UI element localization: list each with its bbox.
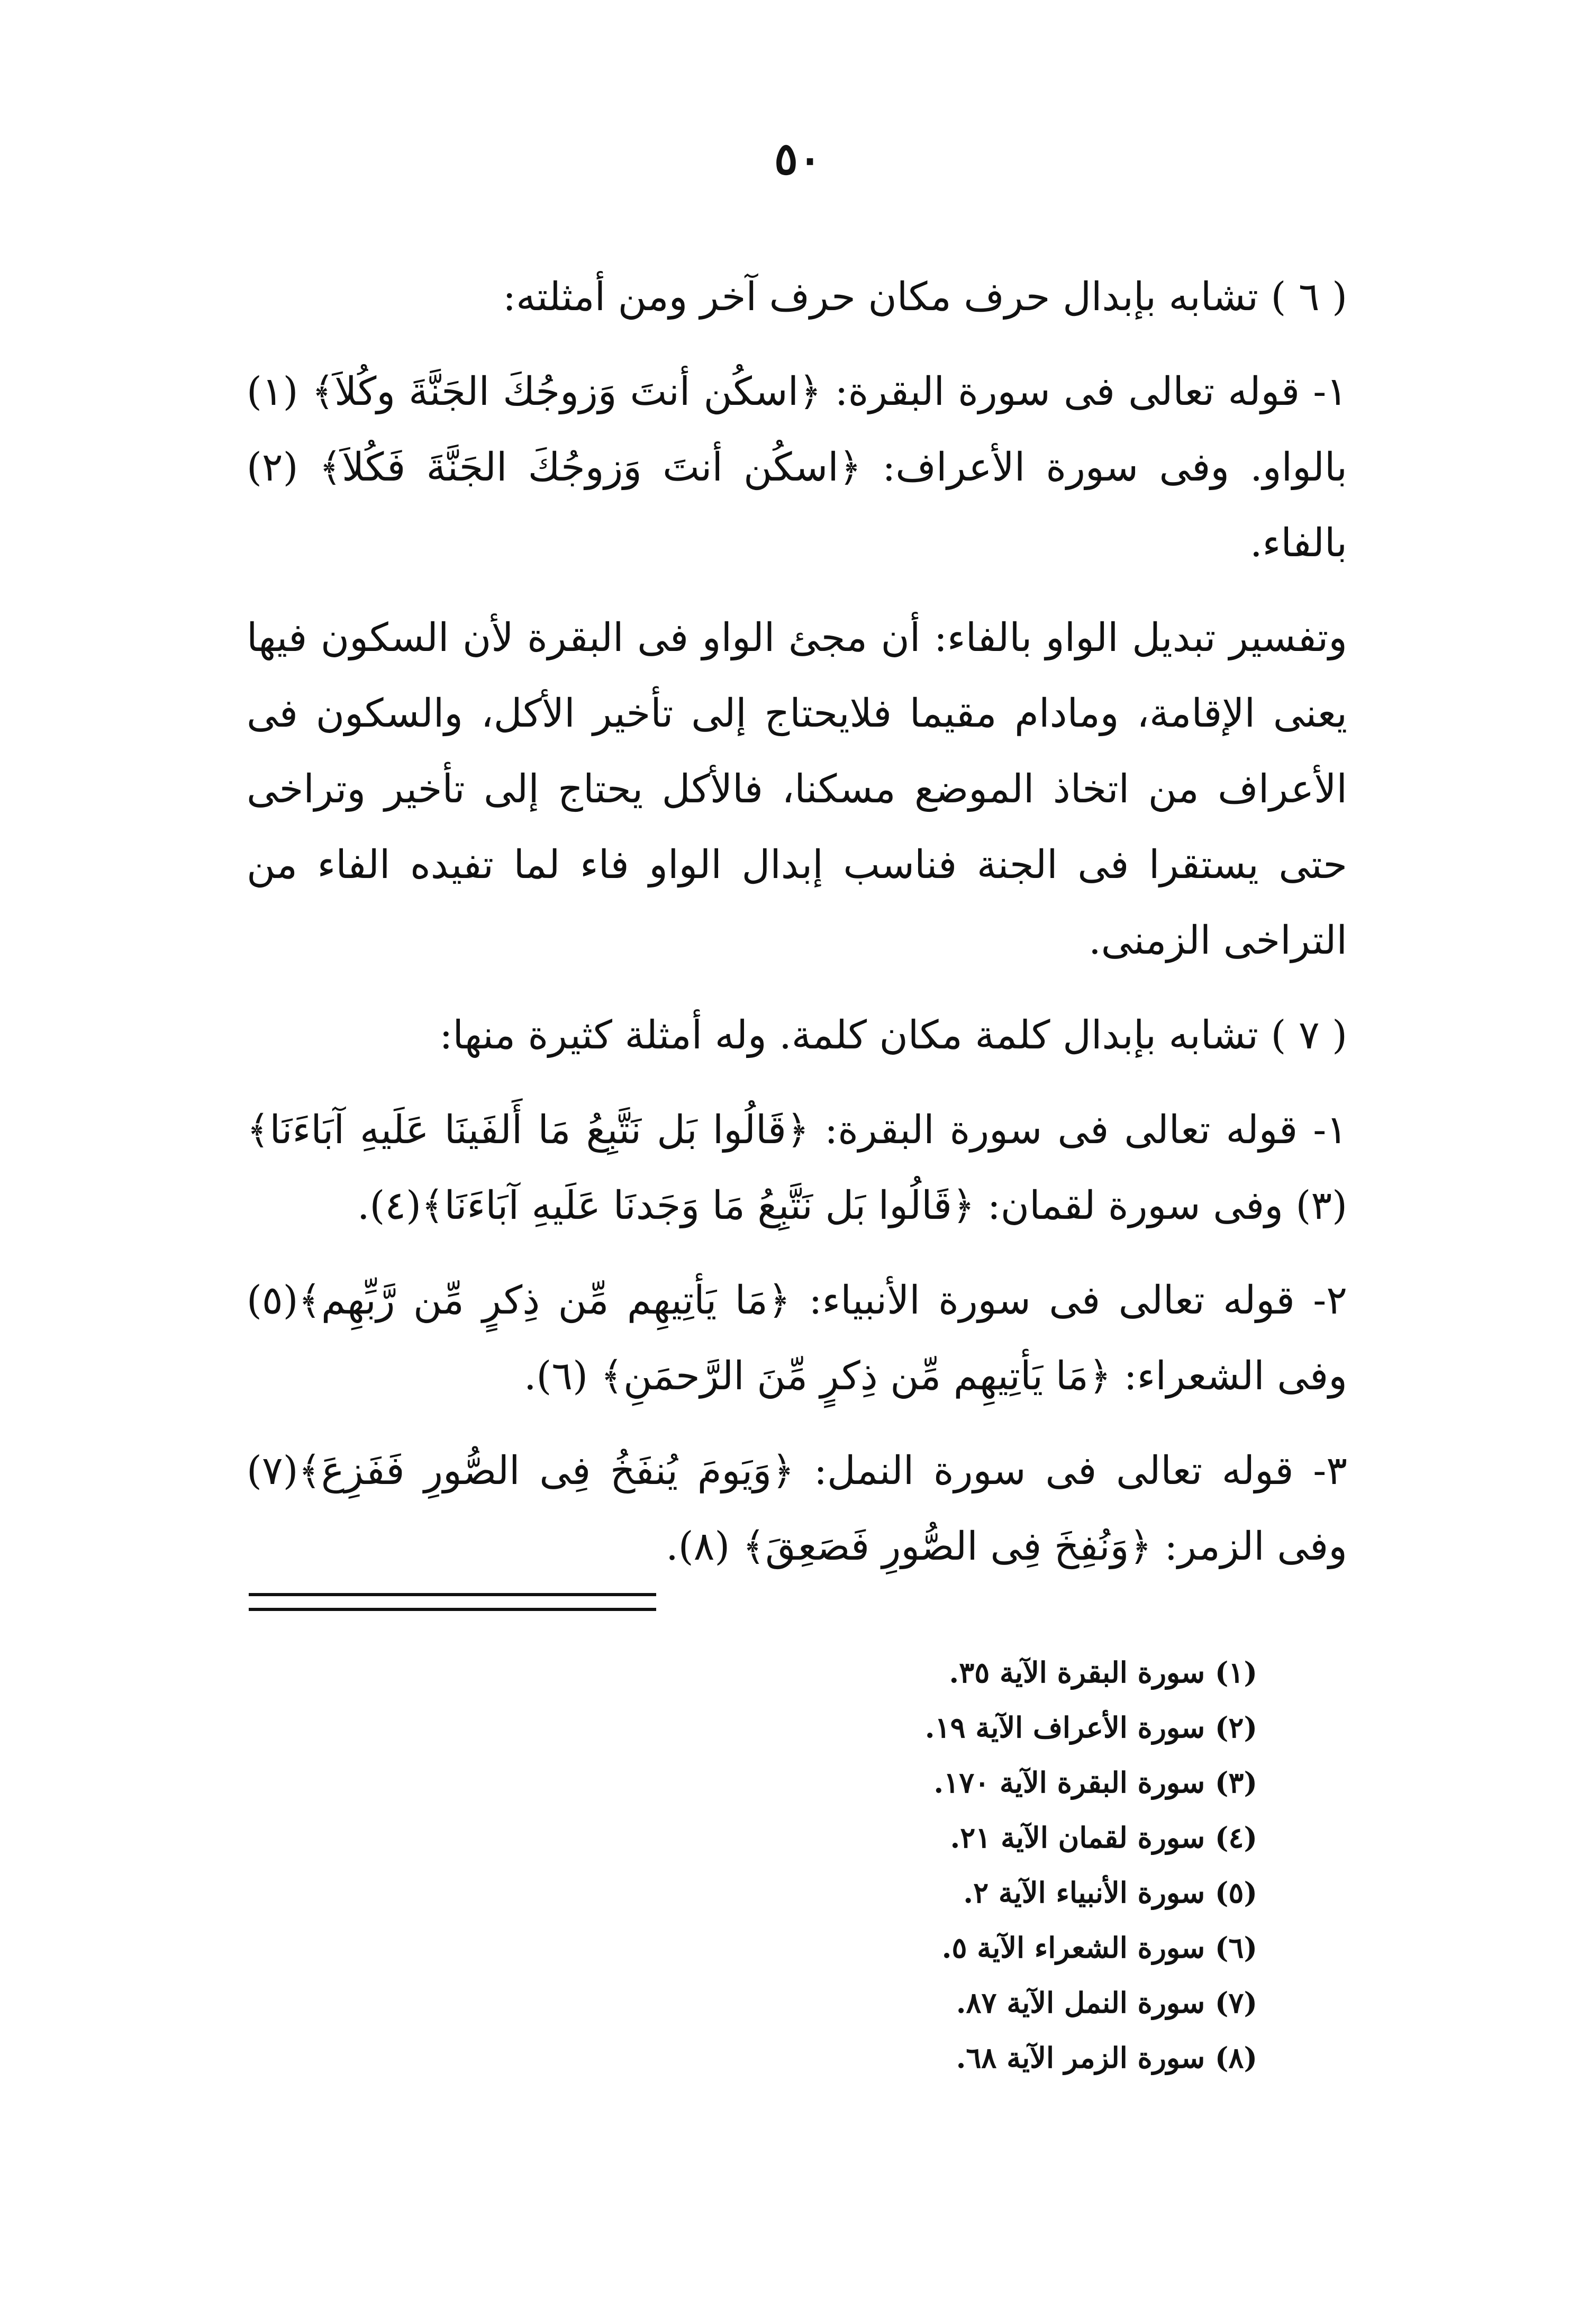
footnote: (٣) سورة البقرة الآية ١٧٠. (933, 1766, 1257, 1799)
footnote: (٢) سورة الأعراف الآية ١٩. (924, 1710, 1257, 1744)
footnotes (781, 1645, 1257, 2085)
footnote: (٧) سورة النمل الآية ٨٧. (956, 1986, 1257, 2020)
section-heading-7: ( ٧ ) تشابه بإبدال كلمة مكان كلمة. وله أمثلة كثيرة منها: (439, 1012, 1347, 1058)
example-paragraph: ١- قوله تعالى فى سورة البقرة: ﴿قَالُوا بَل نَتَّبِعُ مَا أَلفَينَا عَلَيهِ آبَاءَنَا﴾ (٣) وفى سورة لقمان: ﴿قَالُوا بَل نَتَّبِعُ مَا وَجَدنَا عَلَيهِ آبَاءَنَا﴾(٤). (247, 1107, 1347, 1228)
example-paragraph: ١- قوله تعالى فى سورة البقرة: ﴿اسكُن أنتَ وَزوجُكَ الجَنَّةَ وكُلاَ﴾ (١) بالواو. وفى سورة الأعراف: ﴿اسكُن أنتَ وَزوجُكَ الجَنَّةَ فَكُلاَ﴾ (٢) بالفاء. (247, 369, 1347, 566)
section-heading-6: ( ٦ ) تشابه بإبدال حرف مكان حرف آخر ومن أمثلته: (503, 274, 1347, 320)
footnote: (١) سورة البقرة الآية ٣٥. (949, 1655, 1257, 1689)
footnote: (٨) سورة الزمر الآية ٦٨. (956, 2041, 1257, 2075)
footnote: (٥) سورة الأنبياء الآية ٢. (963, 1876, 1257, 1909)
example-paragraph: ٢- قوله تعالى فى سورة الأنبياء: ﴿مَا يَأتِيهِم مِّن ذِكرٍ مِّن رَّبِّهِم﴾(٥) وفى الشعراء: ﴿مَا يَأتِيهِم مِّن ذِكرٍ مِّنَ الرَّحمَنِ﴾ (٦). (247, 1278, 1347, 1399)
explanation-paragraph: وتفسير تبديل الواو بالفاء: أن مجئ الواو فى البقرة لأن السكون فيها يعنى الإقامة، ومادام مقيما فلايحتاج إلى تأخير الأكل، والسكون فى الأعراف من اتخاذ الموضع مسكنا، فالأكل يحتاج إلى تأخير وتراخى حتى يستقرا فى الجنة فناسب إبدال الواو فاء لما تفيده الفاء من التراخى الزمنى. (247, 615, 1347, 963)
footnote: (٦) سورة الشعراء الآية ٥. (941, 1931, 1257, 1965)
example-paragraph: ٣- قوله تعالى فى سورة النمل: ﴿وَيَومَ يُنفَخُ فِى الصُّورِ فَفَزِعَ﴾(٧) وفى الزمر: ﴿وَنُفِخَ فِى الصُّورِ فَصَعِقَ﴾ (٨). (247, 1448, 1347, 1569)
page-number: ٥٠ (774, 132, 822, 185)
footnote: (٤) سورة لقمان الآية ٢١. (950, 1821, 1257, 1854)
main-text (247, 259, 1347, 1604)
footnote-separator (249, 1593, 656, 1611)
